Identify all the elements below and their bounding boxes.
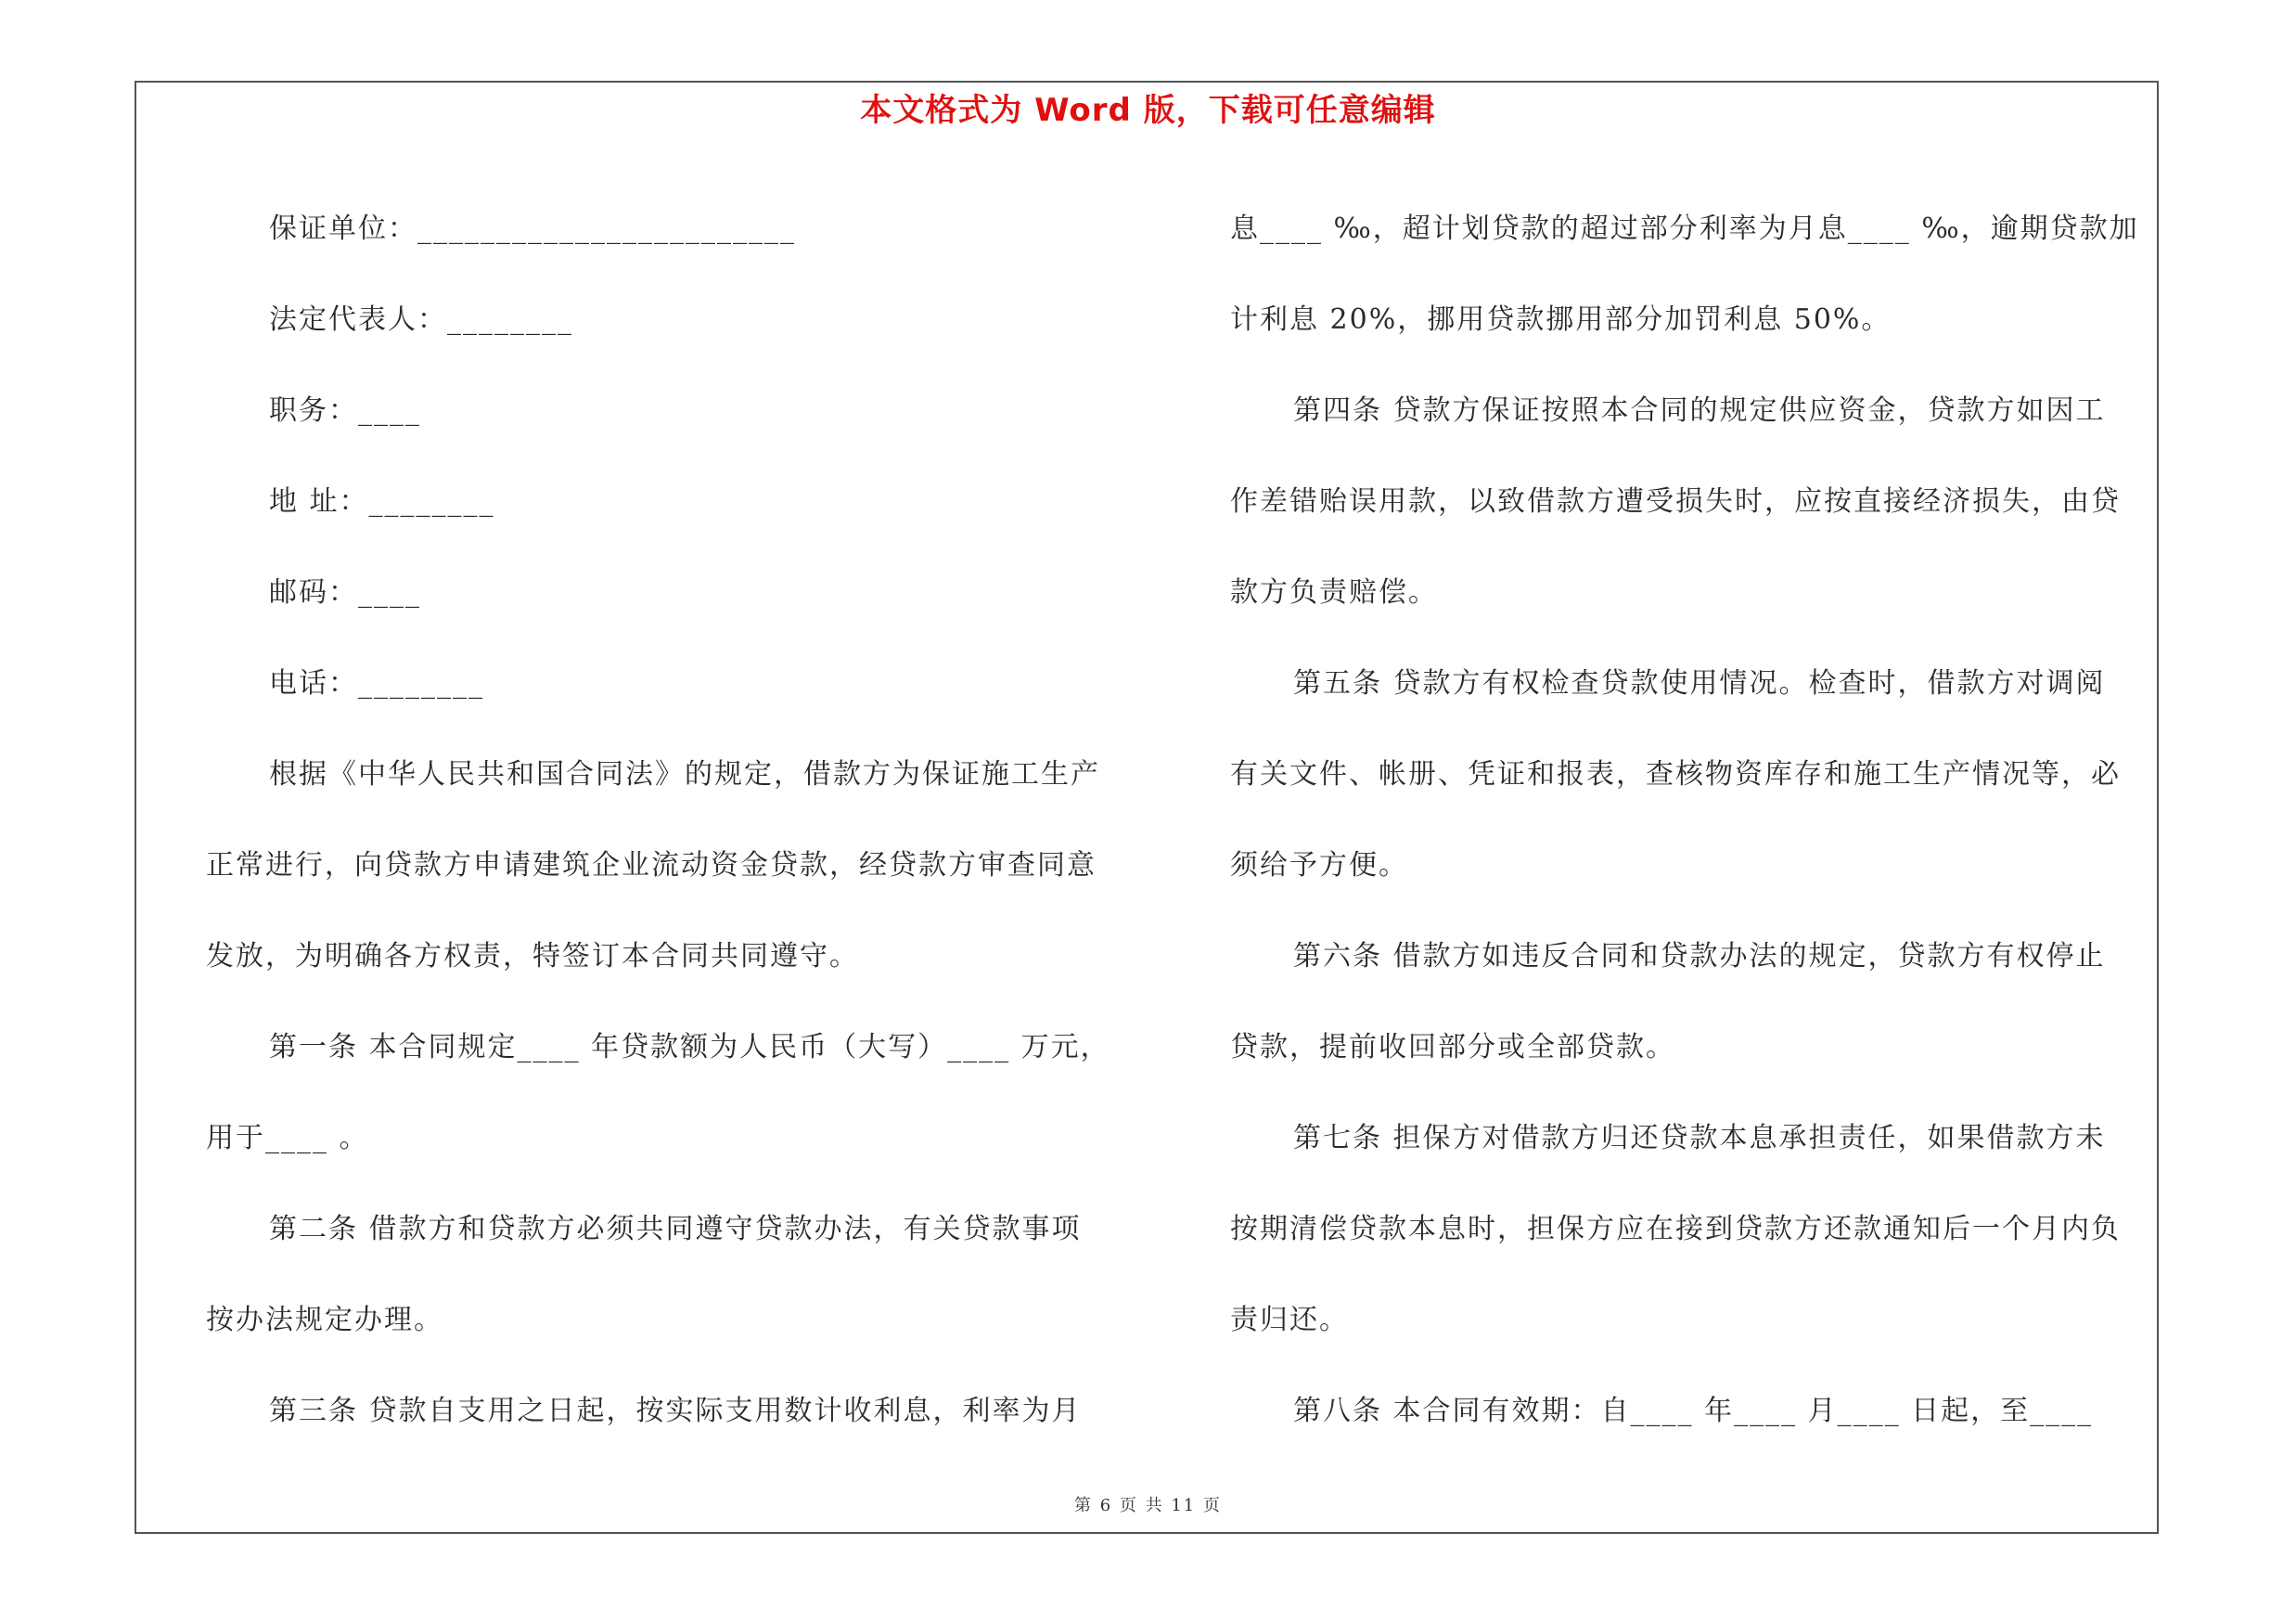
text-line: 须给予方便。 [1230,849,1408,882]
text-line: 责归还。 [1230,1304,1349,1336]
text-line: 法定代表人：________ [269,303,573,336]
text-line: 正常进行，向贷款方申请建筑企业流动资金贷款，经贷款方审查同意 [206,849,1097,882]
text-line: 第八条 本合同有效期：自____ 年____ 月____ 日起，至____ [1293,1395,2094,1427]
text-line: 电话：________ [269,667,484,700]
text-line: 作差错贻误用款，以致借款方遭受损失时，应按直接经济损失，由贷 [1230,485,2121,518]
text-line: 计利息 20%，挪用贷款挪用部分加罚利息 50%。 [1230,303,1892,336]
text-line: 职务：____ [269,394,421,427]
right-column [1230,184,2153,1457]
text-line: 邮码：____ [269,576,421,609]
text-line: 有关文件、帐册、凭证和报表，查核物资库存和施工生产情况等，必 [1230,758,2121,791]
text-line: 用于____ 。 [206,1122,369,1154]
word-format-banner: 本文格式为 Word 版，下载可任意编辑 [860,92,1436,129]
text-line: 第三条 贷款自支用之日起，按实际支用数计收利息，利率为月 [269,1395,1082,1427]
text-line: 款方负责赔偿。 [1230,576,1438,609]
text-line: 第一条 本合同规定____ 年贷款额为人民币（大写）____ 万元， [269,1031,1110,1063]
text-line: 保证单位：________________________ [269,213,796,245]
text-line: 息____ ‰，超计划贷款的超过部分利率为月息____ ‰，逾期贷款加 [1230,213,2139,245]
page-number: 第 6 页 共 11 页 [1074,1496,1222,1515]
text-line: 按办法规定办理。 [206,1304,443,1336]
text-line: 发放，为明确各方权责，特签订本合同共同遵守。 [206,940,859,973]
text-line: 第二条 借款方和贷款方必须共同遵守贷款办法，有关贷款事项 [269,1213,1082,1245]
text-line: 第六条 借款方如违反合同和贷款办法的规定，贷款方有权停止 [1293,940,2106,973]
text-line: 根据《中华人民共和国合同法》的规定，借款方为保证施工生产 [269,758,1100,791]
text-line: 按期清偿贷款本息时，担保方应在接到贷款方还款通知后一个月内负 [1230,1213,2121,1245]
left-column [206,184,1157,1457]
text-line: 贷款，提前收回部分或全部贷款。 [1230,1031,1675,1063]
text-line: 地 址：________ [269,485,495,518]
text-line: 第五条 贷款方有权检查贷款使用情况。检查时，借款方对调阅 [1293,667,2106,700]
text-line: 第四条 贷款方保证按照本合同的规定供应资金，贷款方如因工 [1293,394,2106,427]
text-line: 第七条 担保方对借款方归还贷款本息承担责任，如果借款方未 [1293,1122,2106,1154]
